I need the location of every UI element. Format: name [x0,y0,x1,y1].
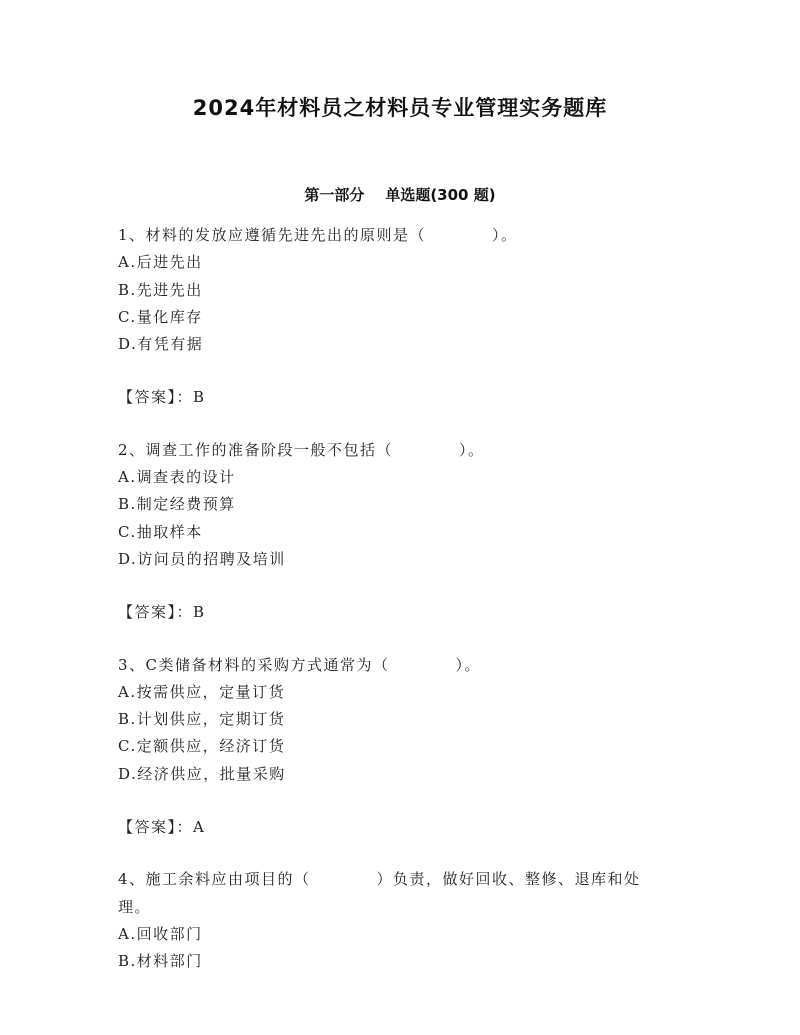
section-type: 单选题(300 题) [385,186,496,204]
question-stem: 2、调查工作的准备阶段一般不包括（ ）。 [118,440,485,459]
question-stem: 3、C类储备材料的采购方式通常为（ ）。 [118,655,482,674]
document-title: 2024年材料员之材料员专业管理实务题库 [192,96,608,120]
question-stem-line-1: 4、施工余料应由项目的（ ）负责，做好回收、整修、退库和处 [118,870,641,889]
option-d: D.访问员的招聘及培训 [118,549,286,568]
answer-label: 【答案】： [118,603,194,622]
answer-line [118,384,688,411]
option-a: A.后进先出 [118,253,203,272]
question-1 [118,222,688,412]
question-3 [118,652,688,842]
question-2 [118,437,688,627]
answer-line [118,599,688,626]
answer-label: 【答案】： [118,818,194,837]
question-4 [118,866,688,975]
option-a: A.按需供应，定量订货 [118,682,286,701]
question-stem: 1、材料的发放应遵循先进先出的原则是（ ）。 [118,226,518,244]
option-c: C.量化库存 [118,307,203,326]
answer-value: B [193,388,206,407]
option-c: C.抽取样本 [118,522,203,541]
answer-line [118,814,688,841]
option-b: B.制定经费预算 [118,495,236,514]
question-stem-line-2: 理。 [118,897,152,916]
option-a: A.回收部门 [118,924,203,943]
question-list [118,222,688,1001]
option-d: D.有凭有据 [118,335,204,354]
option-b: B.先进先出 [118,280,203,299]
option-b: B.材料部门 [118,952,203,971]
option-b: B.计划供应，定期订货 [118,710,286,729]
option-d: D.经济供应，批量采购 [118,764,286,783]
section-name: 第一部分 [304,186,365,204]
answer-value: B [193,603,206,622]
answer-value: A [193,818,206,837]
answer-label: 【答案】： [118,388,194,407]
option-c: C.定额供应，经济订货 [118,737,286,756]
option-a: A.调查表的设计 [118,468,236,487]
section-heading [0,184,800,205]
